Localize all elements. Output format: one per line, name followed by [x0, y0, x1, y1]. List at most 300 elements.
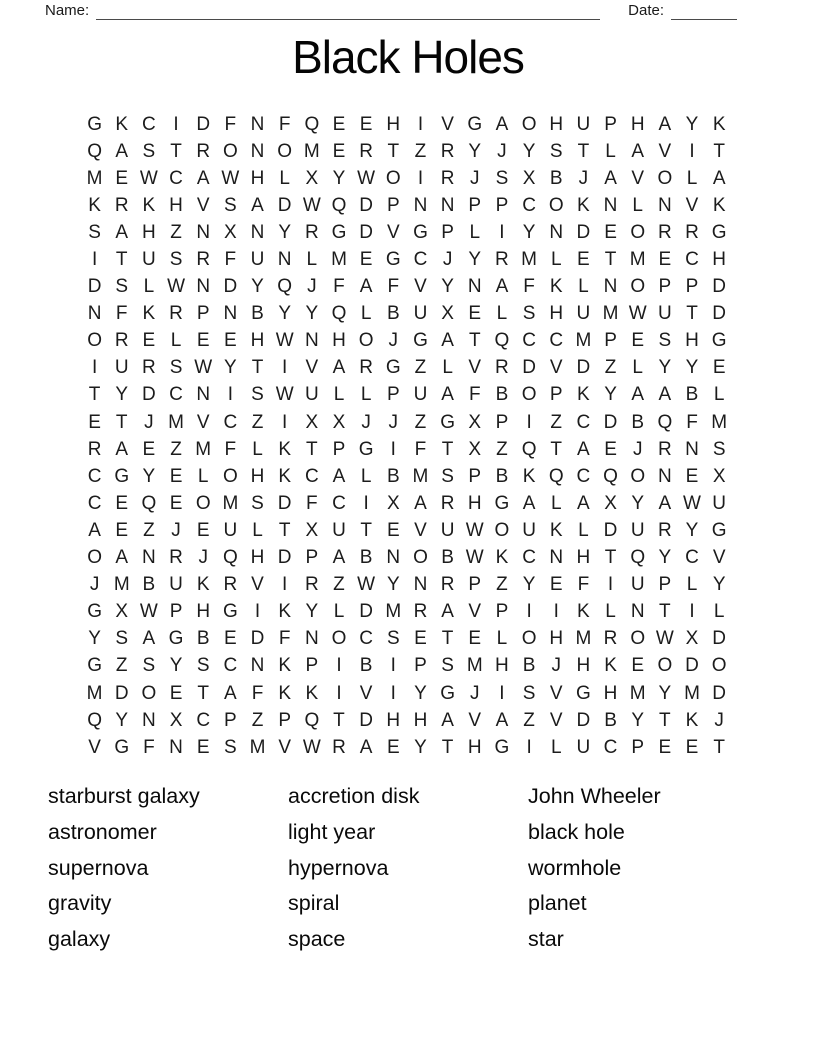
grid-letter: T: [550, 438, 563, 460]
grid-letter: L: [333, 601, 345, 623]
grid-letter: R: [332, 736, 346, 758]
grid-letter: E: [332, 140, 346, 162]
grid-letter: A: [604, 167, 617, 189]
grid-letter: Y: [685, 519, 699, 541]
grid-letter: D: [196, 113, 211, 135]
grid-letter: W: [302, 194, 321, 216]
grid-letter: A: [332, 465, 346, 487]
grid-letter: I: [390, 682, 396, 704]
grid-letter: A: [359, 736, 373, 758]
grid-letter: G: [413, 221, 428, 243]
grid-letter: I: [282, 574, 288, 596]
grid-letter: N: [250, 113, 265, 135]
grid-letter: T: [577, 140, 590, 162]
grid-letter: U: [169, 574, 183, 596]
grid-letter: M: [521, 249, 537, 271]
grid-letter: Z: [170, 221, 182, 243]
grid-letter: L: [143, 276, 155, 298]
grid-letter: S: [224, 736, 237, 758]
grid-letter: E: [468, 628, 482, 650]
grid-letter: V: [305, 357, 319, 379]
grid-letter: Y: [522, 140, 536, 162]
grid-letter: N: [142, 547, 156, 569]
grid-letter: S: [522, 303, 536, 325]
grid-letter: P: [305, 655, 319, 677]
grid-letter: K: [278, 655, 292, 677]
grid-letter: H: [169, 194, 183, 216]
grid-letter: X: [468, 411, 482, 433]
grid-letter: K: [577, 384, 590, 406]
grid-letter: Y: [305, 601, 319, 623]
grid-letter: J: [388, 411, 399, 433]
grid-letter: X: [115, 601, 129, 623]
grid-letter: E: [332, 113, 346, 135]
grid-letter: P: [468, 194, 482, 216]
grid-letter: A: [577, 492, 590, 514]
grid-letter: L: [605, 601, 616, 623]
grid-letter: N: [413, 574, 428, 596]
grid-letter: E: [577, 249, 590, 271]
grid-letter: Y: [685, 113, 699, 135]
grid-letter: L: [252, 519, 263, 541]
grid-letter: S: [88, 221, 101, 243]
grid-letter: H: [250, 330, 265, 352]
name-label: Name:: [45, 2, 90, 19]
grid-letter: N: [657, 194, 672, 216]
grid-letter: L: [442, 357, 453, 379]
grid-letter: U: [413, 303, 428, 325]
grid-letter: Z: [496, 438, 508, 460]
grid-letter: N: [603, 276, 618, 298]
grid-letter: Q: [521, 438, 537, 460]
grid-letter: O: [630, 221, 646, 243]
word-list-item: starburst galaxy: [48, 784, 200, 808]
grid-letter: B: [386, 465, 400, 487]
grid-letter: F: [468, 384, 481, 406]
grid-letter: D: [712, 303, 727, 325]
grid-letter: F: [686, 411, 698, 433]
grid-letter: K: [522, 465, 536, 487]
grid-letter: O: [711, 655, 727, 677]
grid-letter: L: [360, 384, 372, 406]
grid-letter: C: [223, 655, 238, 677]
grid-letter: U: [576, 113, 591, 135]
grid-letter: P: [468, 465, 482, 487]
grid-letter: V: [631, 167, 645, 189]
grid-letter: T: [333, 709, 345, 731]
grid-letter: Z: [251, 411, 264, 433]
grid-letter: M: [711, 411, 728, 433]
grid-letter: N: [386, 547, 401, 569]
grid-letter: H: [386, 709, 401, 731]
grid-letter: T: [468, 330, 481, 352]
grid-letter: R: [304, 574, 319, 596]
grid-letter: W: [683, 492, 701, 514]
grid-letter: V: [549, 682, 563, 704]
grid-letter: W: [465, 547, 484, 569]
grid-letter: C: [576, 411, 591, 433]
grid-letter: M: [629, 249, 646, 271]
grid-letter: L: [632, 194, 643, 216]
grid-letter: D: [576, 357, 591, 379]
grid-letter: C: [169, 384, 183, 406]
grid-letter: T: [115, 411, 128, 433]
word-grid: [81, 111, 733, 761]
grid-letter: L: [578, 276, 589, 298]
grid-letter: S: [196, 655, 210, 677]
page-title: Black Holes: [292, 31, 524, 83]
grid-letter: O: [222, 140, 238, 162]
grid-letter: X: [169, 709, 183, 731]
grid-letter: C: [359, 628, 373, 650]
grid-letter: G: [494, 736, 510, 758]
grid-letter: D: [359, 194, 373, 216]
grid-letter: A: [414, 492, 427, 514]
grid-letter: I: [173, 113, 179, 135]
grid-letter: L: [686, 167, 698, 189]
grid-letter: J: [551, 655, 561, 677]
grid-letter: J: [198, 547, 208, 569]
grid-letter: L: [197, 465, 209, 487]
grid-letter: K: [88, 194, 101, 216]
grid-letter: P: [332, 438, 346, 460]
grid-letter: P: [224, 709, 237, 731]
grid-letter: R: [114, 330, 129, 352]
grid-letter: D: [712, 682, 727, 704]
grid-letter: C: [87, 465, 102, 487]
grid-letter: B: [631, 411, 645, 433]
grid-letter: A: [359, 276, 373, 298]
grid-letter: U: [630, 519, 645, 541]
grid-letter: N: [250, 140, 265, 162]
grid-letter: V: [414, 276, 427, 298]
grid-letter: L: [686, 574, 698, 596]
grid-letter: U: [223, 519, 238, 541]
grid-letter: H: [250, 167, 265, 189]
grid-letter: R: [440, 140, 455, 162]
grid-letter: I: [336, 682, 342, 704]
grid-letter: F: [224, 249, 237, 271]
grid-letter: D: [359, 601, 373, 623]
grid-letter: A: [196, 167, 210, 189]
word-list-item: planet: [528, 891, 587, 916]
grid-letter: D: [277, 194, 292, 216]
grid-letter: N: [196, 384, 211, 406]
grid-letter: C: [576, 465, 591, 487]
grid-letter: I: [499, 682, 505, 704]
grid-letter: K: [604, 655, 617, 677]
grid-letter: U: [522, 519, 536, 541]
grid-letter: N: [440, 194, 455, 216]
word-list-column: [48, 779, 288, 958]
grid-letter: N: [250, 655, 265, 677]
grid-letter: Z: [414, 140, 427, 162]
grid-letter: O: [195, 492, 211, 514]
grid-letter: S: [495, 167, 509, 189]
grid-letter: S: [522, 682, 536, 704]
grid-letter: K: [549, 519, 563, 541]
grid-letter: P: [658, 276, 672, 298]
grid-letter: S: [441, 465, 454, 487]
grid-letter: H: [603, 682, 618, 704]
grid-letter: H: [549, 113, 564, 135]
grid-letter: O: [630, 628, 646, 650]
grid-letter: U: [440, 519, 455, 541]
grid-letter: K: [305, 682, 319, 704]
grid-letter: D: [576, 221, 591, 243]
grid-letter: J: [442, 249, 453, 271]
grid-letter: K: [278, 438, 292, 460]
grid-letter: E: [169, 492, 183, 514]
grid-letter: D: [142, 384, 156, 406]
grid-letter: P: [495, 601, 509, 623]
grid-letter: F: [278, 628, 291, 650]
grid-letter: V: [359, 682, 373, 704]
grid-letter: X: [522, 167, 536, 189]
grid-letter: B: [549, 167, 563, 189]
grid-letter: O: [548, 194, 564, 216]
grid-letter: M: [684, 682, 700, 704]
word-list-item: astronomer: [48, 819, 157, 844]
grid-letter: R: [495, 357, 509, 379]
grid-letter: Q: [630, 547, 646, 569]
grid-letter: P: [549, 384, 563, 406]
grid-letter: D: [359, 709, 373, 731]
grid-letter: E: [631, 655, 645, 677]
grid-letter: C: [413, 249, 428, 271]
grid-letter: Z: [251, 709, 264, 731]
grid-letter: M: [195, 438, 212, 460]
grid-letter: N: [549, 547, 564, 569]
grid-letter: A: [712, 167, 726, 189]
grid-letter: O: [521, 384, 537, 406]
grid-letter: J: [307, 276, 317, 298]
grid-letter: H: [332, 330, 346, 352]
grid-letter: O: [141, 682, 157, 704]
grid-letter: W: [357, 167, 376, 189]
grid-letter: V: [196, 411, 210, 433]
grid-letter: E: [414, 628, 427, 650]
grid-letter: R: [87, 438, 102, 460]
word-list-item: supernova: [48, 855, 149, 880]
grid-letter: R: [440, 167, 455, 189]
grid-letter: D: [576, 709, 591, 731]
grid-letter: V: [549, 709, 563, 731]
word-list-item: gravity: [48, 891, 112, 916]
grid-letter: E: [224, 330, 237, 352]
grid-letter: N: [304, 628, 319, 650]
grid-letter: I: [417, 113, 424, 135]
grid-letter: F: [224, 113, 237, 135]
grid-letter: F: [414, 438, 427, 460]
grid-letter: M: [86, 167, 103, 189]
grid-letter: C: [196, 709, 211, 731]
grid-letter: N: [630, 601, 645, 623]
word-list-item: light year: [288, 819, 376, 844]
grid-letter: Q: [87, 709, 102, 731]
grid-letter: G: [413, 330, 428, 352]
grid-letter: J: [89, 574, 100, 596]
grid-letter: F: [115, 303, 128, 325]
grid-letter: P: [685, 276, 699, 298]
grid-letter: T: [387, 140, 400, 162]
grid-letter: O: [385, 167, 401, 189]
grid-letter: J: [714, 709, 724, 731]
grid-letter: T: [713, 140, 725, 162]
grid-letter: A: [658, 492, 672, 514]
grid-letter: O: [358, 330, 374, 352]
grid-letter: R: [603, 628, 618, 650]
grid-letter: W: [275, 330, 294, 352]
grid-letter: U: [142, 249, 156, 271]
grid-letter: V: [414, 519, 427, 541]
grid-letter: U: [630, 574, 645, 596]
grid-letter: L: [469, 221, 481, 243]
grid-letter: G: [711, 519, 727, 541]
grid-letter: E: [115, 519, 129, 541]
grid-letter: N: [657, 465, 672, 487]
name-blank-line: [96, 4, 600, 20]
grid-letter: S: [115, 276, 129, 298]
grid-letter: R: [196, 140, 211, 162]
word-list-item: black hole: [528, 819, 625, 844]
grid-letter: A: [441, 709, 454, 731]
grid-letter: V: [251, 574, 264, 596]
grid-letter: T: [659, 709, 671, 731]
grid-letter: D: [603, 411, 618, 433]
grid-letter: L: [713, 601, 725, 623]
grid-letter: Y: [332, 167, 346, 189]
grid-letter: K: [278, 601, 292, 623]
grid-letter: V: [88, 736, 101, 758]
grid-letter: Z: [143, 519, 155, 541]
grid-letter: E: [224, 628, 237, 650]
grid-letter: Y: [604, 384, 617, 406]
grid-letter: Z: [523, 709, 535, 731]
grid-letter: S: [142, 655, 156, 677]
grid-letter: U: [657, 303, 672, 325]
grid-letter: L: [578, 519, 589, 541]
grid-letter: E: [658, 249, 672, 271]
grid-letter: R: [359, 140, 373, 162]
grid-letter: Q: [222, 547, 238, 569]
grid-letter: L: [252, 438, 263, 460]
grid-letter: D: [250, 628, 265, 650]
grid-letter: T: [278, 519, 291, 541]
grid-letter: Y: [631, 492, 645, 514]
grid-letter: G: [222, 601, 238, 623]
grid-letter: U: [114, 357, 129, 379]
grid-letter: P: [658, 574, 672, 596]
grid-letter: J: [388, 330, 399, 352]
grid-letter: T: [441, 628, 454, 650]
grid-letter: L: [360, 465, 372, 487]
grid-letter: J: [578, 167, 589, 189]
grid-letter: N: [196, 276, 211, 298]
grid-letter: W: [655, 628, 674, 650]
grid-letter: I: [526, 736, 532, 758]
grid-letter: T: [441, 438, 454, 460]
grid-letter: E: [386, 519, 400, 541]
word-list-item: galaxy: [48, 927, 111, 952]
grid-letter: Z: [115, 655, 128, 677]
grid-letter: E: [196, 736, 210, 758]
grid-letter: H: [142, 221, 156, 243]
word-list-item: accretion disk: [288, 784, 420, 808]
grid-letter: L: [279, 167, 290, 189]
grid-letter: H: [467, 736, 482, 758]
grid-letter: D: [114, 682, 129, 704]
grid-letter: R: [359, 357, 373, 379]
grid-letter: J: [144, 411, 154, 433]
grid-letter: T: [306, 438, 318, 460]
grid-letter: E: [359, 249, 373, 271]
grid-letter: K: [196, 574, 210, 596]
grid-letter: I: [607, 574, 614, 596]
grid-letter: L: [306, 249, 318, 271]
grid-letter: Z: [550, 411, 563, 433]
grid-letter: Y: [522, 574, 536, 596]
grid-letter: Y: [631, 709, 645, 731]
grid-letter: P: [604, 330, 617, 352]
grid-letter: H: [467, 492, 482, 514]
grid-letter: O: [413, 547, 428, 569]
grid-letter: U: [250, 249, 265, 271]
grid-letter: O: [87, 330, 102, 352]
grid-letter: C: [87, 492, 102, 514]
grid-letter: O: [521, 113, 537, 135]
grid-letter: K: [278, 465, 292, 487]
grid-letter: R: [196, 249, 211, 271]
grid-letter: X: [305, 167, 319, 189]
grid-letter: I: [282, 411, 288, 433]
grid-letter: E: [658, 736, 672, 758]
grid-letter: O: [657, 167, 673, 189]
grid-letter: X: [604, 492, 617, 514]
grid-letter: X: [468, 438, 482, 460]
grid-letter: P: [169, 601, 183, 623]
grid-letter: F: [387, 276, 400, 298]
grid-letter: T: [88, 384, 101, 406]
grid-letter: S: [549, 140, 563, 162]
grid-letter: E: [169, 682, 183, 704]
grid-letter: K: [577, 601, 590, 623]
grid-letter: X: [305, 411, 319, 433]
grid-letter: E: [549, 574, 563, 596]
grid-letter: A: [441, 601, 454, 623]
grid-letter: J: [361, 411, 371, 433]
grid-letter: V: [441, 113, 454, 135]
grid-letter: E: [196, 519, 210, 541]
grid-letter: L: [550, 736, 562, 758]
grid-letter: K: [685, 709, 699, 731]
grid-letter: N: [169, 736, 183, 758]
grid-letter: I: [553, 601, 559, 623]
grid-letter: E: [169, 465, 183, 487]
grid-letter: S: [224, 194, 237, 216]
grid-letter: X: [386, 492, 400, 514]
grid-letter: Z: [414, 411, 427, 433]
grid-letter: E: [712, 357, 726, 379]
grid-letter: G: [87, 113, 102, 135]
grid-letter: Y: [441, 276, 454, 298]
grid-letter: L: [605, 140, 616, 162]
grid-letter: G: [440, 682, 455, 704]
grid-letter: Q: [331, 303, 347, 325]
grid-letter: F: [278, 113, 291, 135]
grid-letter: H: [250, 465, 265, 487]
grid-letter: S: [251, 384, 264, 406]
